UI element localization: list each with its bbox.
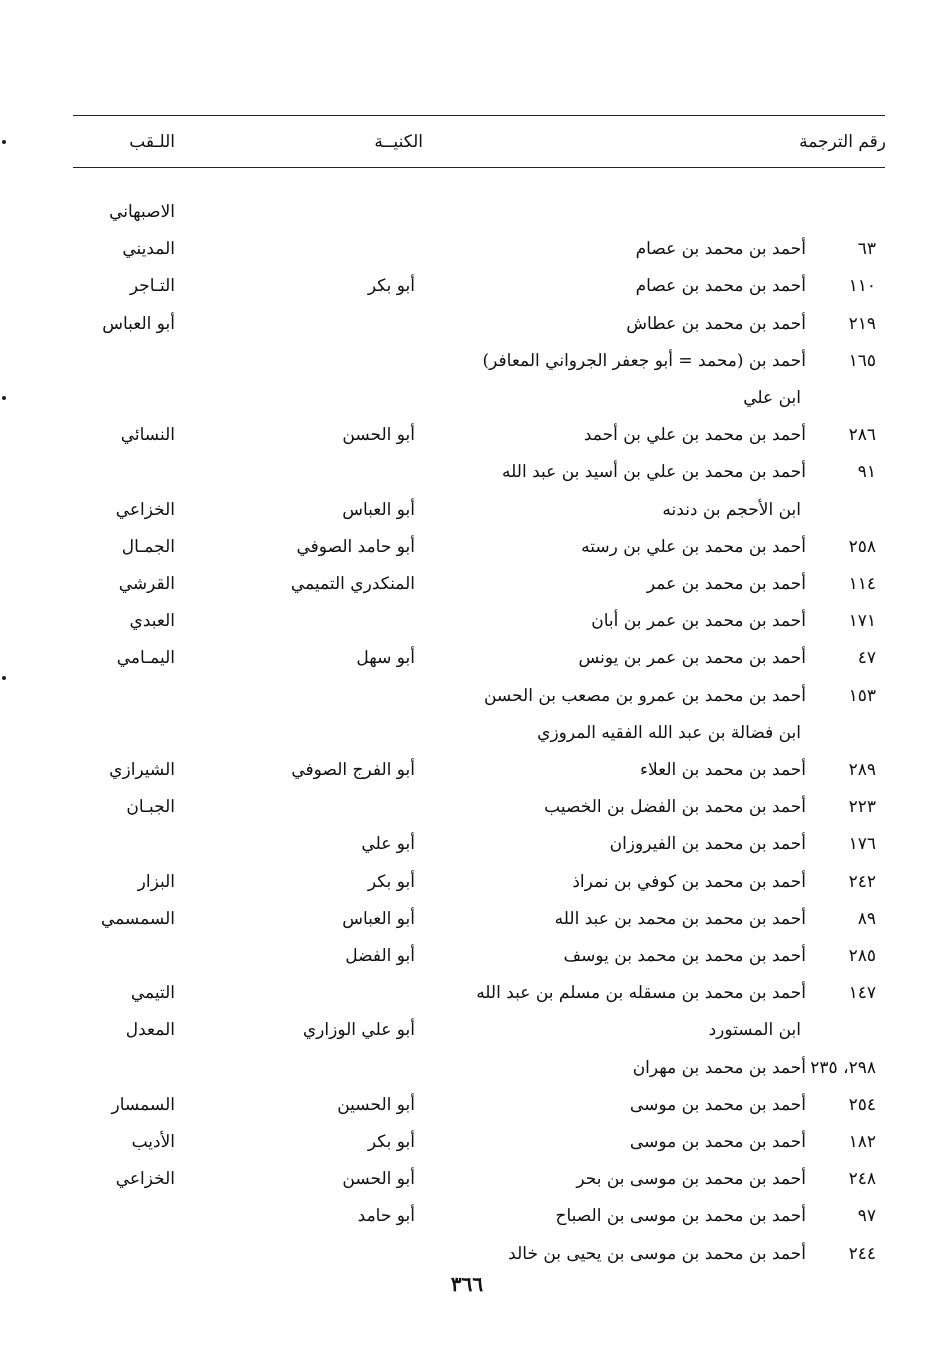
entry-name: أحمد بن محمد بن علي بن أسيد بن عبد الله (502, 462, 806, 483)
table-row (0, 274, 934, 310)
entry-number: ١٧٦ (848, 834, 876, 855)
table-row (0, 1167, 934, 1203)
entry-kunya: أبو علي الوزاري (302, 1020, 415, 1041)
entry-name: أحمد بن (محمد = أبو جعفر الجرواني المعافر) (482, 350, 806, 371)
entry-name: أحمد بن محمد بن كوفي بن نمراذ (572, 871, 806, 892)
entry-laqab: اليمـامي (116, 648, 175, 669)
column-header-laqab: اللـقب (129, 132, 175, 152)
margin-mark (2, 140, 6, 144)
table-row (0, 981, 934, 1017)
entry-kunya: أبو الفضل (345, 946, 415, 966)
entry-number: ٩١ (857, 462, 876, 483)
table-row (0, 498, 934, 534)
entry-name: أحمد بن محمد بن موسى (629, 1094, 806, 1115)
entry-laqab: السمسمي (100, 908, 175, 929)
entry-number: ٩٧ (857, 1206, 876, 1227)
entry-laqab: الخزاعي (115, 499, 175, 520)
entry-number: ٢٨٦ (848, 425, 876, 446)
entry-laqab: التـاجر (129, 276, 175, 297)
entry-name: أحمد بن محمد بن عمر (646, 574, 806, 594)
entry-kunya: أبو حامد (357, 1206, 415, 1227)
table-row (0, 721, 934, 757)
entry-laqab: العبدي (129, 611, 175, 632)
entry-number: ٢٢٣ (848, 797, 876, 818)
entry-name: أحمد بن محمد بن مهران (632, 1057, 806, 1078)
entry-name: أحمد بن محمد بن موسى بن بحر (576, 1169, 806, 1190)
entry-laqab: المديني (122, 239, 175, 260)
table-row (0, 349, 934, 385)
table-row (0, 535, 934, 571)
entry-name-continuation: ابن فضالة بن عبد الله الفقيه المروزي (537, 722, 801, 743)
entry-laqab: أبو العباس (102, 313, 175, 334)
entry-number: ٢٥٤ (848, 1094, 876, 1115)
table-row (0, 312, 934, 348)
page-number: ٣٦٦ (450, 1272, 484, 1296)
table-row (0, 646, 934, 682)
entry-number: ٢٨٩ (848, 760, 876, 780)
table-row (0, 609, 934, 645)
margin-mark (2, 396, 6, 400)
entry-name: أحمد بن محمد بن عطاش (626, 313, 806, 334)
table-row (0, 460, 934, 496)
entry-number: ٢٨٥ (848, 946, 876, 966)
entry-laqab: البزار (137, 871, 175, 892)
entry-laqab: الجمـال (121, 536, 175, 557)
entry-name: أحمد بن محمد بن محمد بن يوسف (563, 946, 806, 966)
entry-number: ٢١٩ (848, 313, 876, 334)
margin-mark (2, 676, 6, 680)
entry-name: أحمد بن محمد بن علي بن رسته (581, 536, 806, 557)
entry-kunya: أبو علي (361, 834, 415, 855)
table-row (0, 1130, 934, 1166)
entry-laqab: السمسار (111, 1094, 175, 1115)
entry-kunya: أبو بكر (367, 1132, 415, 1152)
entry-kunya: أبو بكر (367, 871, 415, 892)
entry-name-continuation: ابن المستورد (708, 1020, 801, 1041)
entry-number: ٢٤٨ (848, 1169, 876, 1190)
entry-number: ١٥٣ (848, 685, 876, 706)
table-row (0, 758, 934, 794)
entry-name-continuation: ابن الأحجم بن دندنه (662, 499, 801, 520)
entry-name: أحمد بن محمد بن عمر بن أبان (591, 611, 806, 632)
entry-number: ١٦٥ (848, 350, 876, 371)
table-row (0, 200, 934, 236)
entry-number: ١١٤ (848, 574, 876, 594)
entry-kunya: المنكدري التميمي (290, 574, 415, 594)
entry-number: ٢٤٤ (848, 1243, 876, 1264)
entry-kunya: أبو الحسين (337, 1094, 415, 1115)
entry-name: أحمد بن محمد بن موسى بن الصباح (555, 1206, 806, 1227)
entry-number: ٢٩٨، ٢٣٥ (810, 1057, 876, 1078)
header-bottom-rule (73, 167, 885, 168)
entry-name: أحمد بن محمد بن عمر بن يونس (578, 648, 806, 669)
entry-kunya: أبو بكر (367, 276, 415, 297)
entry-laqab: الشيرازي (109, 760, 175, 780)
entry-laqab: الجبـان (126, 797, 175, 818)
entry-kunya: أبو حامد الصوفي (296, 536, 415, 557)
table-row (0, 870, 934, 906)
table-row (0, 572, 934, 608)
entry-kunya: أبو الحسن (342, 425, 415, 446)
entry-number: ٢٥٨ (848, 536, 876, 557)
entry-name-continuation: ابن علي (743, 388, 801, 408)
table-row (0, 832, 934, 868)
entry-kunya: أبو الفرج الصوفي (291, 760, 415, 780)
entry-name: أحمد بن محمد بن عصام (635, 239, 806, 260)
entry-laqab: الأديب (131, 1132, 175, 1152)
table-row (0, 684, 934, 720)
table-row (0, 1056, 934, 1092)
entry-laqab: الاصبهاني (109, 202, 175, 222)
entry-name: أحمد بن محمد بن موسى بن يحيى بن خالد (508, 1243, 806, 1264)
table-row (0, 1204, 934, 1240)
entry-kunya: أبو سهل (356, 648, 415, 669)
entry-number: ١١٠ (848, 276, 876, 297)
entry-number: ٨٩ (857, 908, 876, 929)
table-row (0, 795, 934, 831)
entry-number: ٢٤٢ (848, 871, 876, 892)
table-row (0, 386, 934, 422)
column-header-kunya: الكنيــة (374, 132, 423, 152)
entry-laqab: المعدل (125, 1020, 175, 1041)
entry-laqab: القرشي (118, 574, 175, 594)
table-row (0, 944, 934, 980)
entry-laqab: التيمي (130, 983, 175, 1004)
column-header-number: رقم الترجمة (799, 132, 886, 152)
entry-name: أحمد بن محمد بن علي بن أحمد (583, 425, 806, 446)
entry-number: ٦٣ (857, 239, 876, 260)
entry-name: أحمد بن محمد بن محمد بن عبد الله (554, 908, 806, 929)
table-row (0, 1093, 934, 1129)
table-row (0, 423, 934, 459)
entry-laqab: الخزاعي (115, 1169, 175, 1190)
entry-number: ٤٧ (857, 648, 876, 669)
entry-name: أحمد بن محمد بن عمرو بن مصعب بن الحسن (483, 685, 806, 706)
entry-name: أحمد بن محمد بن موسى (629, 1132, 806, 1152)
entry-name: أحمد بن محمد بن مسقله بن مسلم بن عبد الله (476, 983, 806, 1004)
table-row (0, 907, 934, 943)
entry-name: أحمد بن محمد بن الفضل بن الخصيب (544, 797, 806, 818)
entry-kunya: أبو الحسن (342, 1169, 415, 1190)
entry-kunya: أبو العباس (342, 499, 415, 520)
entry-name: أحمد بن محمد بن عصام (635, 276, 806, 297)
entry-kunya: أبو العباس (342, 908, 415, 929)
entry-number: ١٧١ (848, 611, 876, 632)
table-row (0, 1018, 934, 1054)
entry-number: ١٤٧ (848, 983, 876, 1004)
header-top-rule (73, 115, 885, 116)
entry-name: أحمد بن محمد بن العلاء (639, 760, 806, 780)
entry-name: أحمد بن محمد بن الفيروزان (609, 834, 806, 855)
entry-number: ١٨٢ (848, 1132, 876, 1152)
entry-laqab: النسائي (120, 425, 175, 446)
table-row (0, 237, 934, 273)
